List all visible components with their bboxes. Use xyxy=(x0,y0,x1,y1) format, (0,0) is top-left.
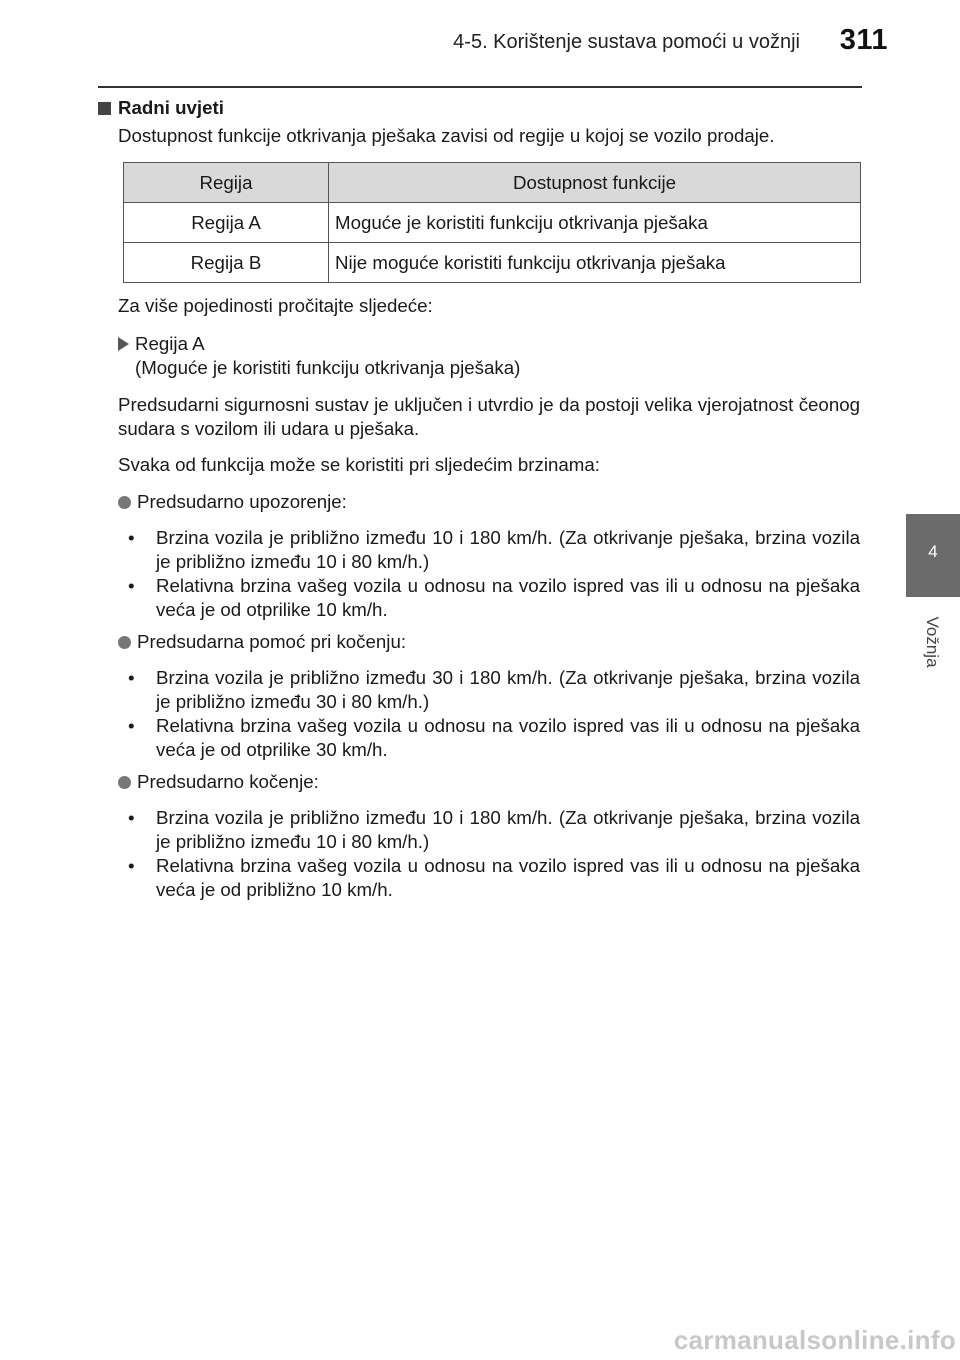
region-table xyxy=(123,162,861,283)
list-item-text: Brzina vozila je približno između 10 i 180 km/h. (Za otkrivanje pješaka, brzina vozila je približno između 10 i 80 km/h.) xyxy=(156,527,860,572)
circle-bullet-icon xyxy=(118,776,131,789)
bullet-dot: • xyxy=(128,667,135,688)
circle-bullet-icon xyxy=(118,636,131,649)
function-title-text: Predsudarna pomoć pri kočenju: xyxy=(137,631,407,652)
system-description: Predsudarni sigurnosni sustav je uključen i utvrdio je da postoji velika vjerojatnost čeonog sudara s vozilom ili udara u pješaka. xyxy=(118,394,860,439)
section-title: 4-5. Korištenje sustava pomoći u vožnji xyxy=(453,31,800,53)
function-title xyxy=(118,770,860,794)
bullet-dot: • xyxy=(128,855,135,876)
list-item-text: Relativna brzina vašeg vozila u odnosu na vozilo ispred vas ili u odnosu na pješaka veća je od otprilike 30 km/h. xyxy=(156,715,860,760)
function-title xyxy=(118,630,860,654)
main-content xyxy=(98,94,860,902)
list-item-text: Relativna brzina vašeg vozila u odnosu na vozilo ispred vas ili u odnosu na pješaka veća je od približno 10 km/h. xyxy=(156,855,860,900)
bullet-dot: • xyxy=(128,807,135,828)
header-divider xyxy=(98,86,862,88)
list-item xyxy=(128,714,860,762)
page-number: 311 xyxy=(839,24,888,56)
bullet-dot: • xyxy=(128,575,135,596)
list-item xyxy=(128,854,860,902)
region-item-title: Regija A xyxy=(135,333,205,354)
list-item-text: Brzina vozila je približno između 30 i 180 km/h. (Za otkrivanje pješaka, brzina vozila je približno između 30 i 80 km/h.) xyxy=(156,667,860,712)
section-heading-text: Radni uvjeti xyxy=(118,97,224,118)
square-bullet-icon xyxy=(98,102,111,115)
table-header-cell: Dostupnost funkcije xyxy=(329,163,861,203)
bullet-dot: • xyxy=(128,527,135,548)
chapter-tab[interactable] xyxy=(906,514,960,597)
section-heading xyxy=(98,96,860,120)
table-header-row xyxy=(124,163,861,203)
function-title xyxy=(118,490,860,514)
function-title-text: Predsudarno upozorenje: xyxy=(137,491,347,512)
table-cell: Regija B xyxy=(124,243,329,283)
bullet-dot: • xyxy=(128,715,135,736)
triangle-bullet-icon xyxy=(118,337,129,351)
table-cell: Regija A xyxy=(124,203,329,243)
region-item xyxy=(118,332,860,380)
list-item-text: Relativna brzina vašeg vozila u odnosu na vozilo ispred vas ili u odnosu na pješaka veća je od otprilike 10 km/h. xyxy=(156,575,860,620)
table-row xyxy=(124,203,861,243)
speeds-intro: Svaka od funkcija može se koristiti pri sljedećim brzinama: xyxy=(118,454,600,475)
page-header xyxy=(0,0,960,90)
table-header-cell: Regija xyxy=(124,163,329,203)
chapter-number: 4 xyxy=(928,542,938,561)
list-item xyxy=(128,526,860,574)
table-cell: Nije moguće koristiti funkciju otkrivanja pješaka xyxy=(329,243,861,283)
list-item xyxy=(128,666,860,714)
watermark: carmanualsonline.info xyxy=(673,1325,956,1355)
intro-paragraph: Dostupnost funkcije otkrivanja pješaka zavisi od regije u kojoj se vozilo prodaje. xyxy=(118,125,775,146)
table-row xyxy=(124,243,861,283)
list-item-text: Brzina vozila je približno između 10 i 180 km/h. (Za otkrivanje pješaka, brzina vozila je približno između 10 i 80 km/h.) xyxy=(156,807,860,852)
circle-bullet-icon xyxy=(118,496,131,509)
list-item xyxy=(128,574,860,622)
chapter-label-text: Vožnja xyxy=(923,616,942,668)
chapter-label xyxy=(912,606,952,678)
details-intro: Za više pojedinosti pročitajte sljedeće: xyxy=(118,295,433,316)
function-title-text: Predsudarno kočenje: xyxy=(137,771,319,792)
table-cell: Moguće je koristiti funkciju otkrivanja pješaka xyxy=(329,203,861,243)
list-item xyxy=(128,806,860,854)
region-item-subtitle: (Moguće je koristiti funkciju otkrivanja pješaka) xyxy=(135,357,521,378)
